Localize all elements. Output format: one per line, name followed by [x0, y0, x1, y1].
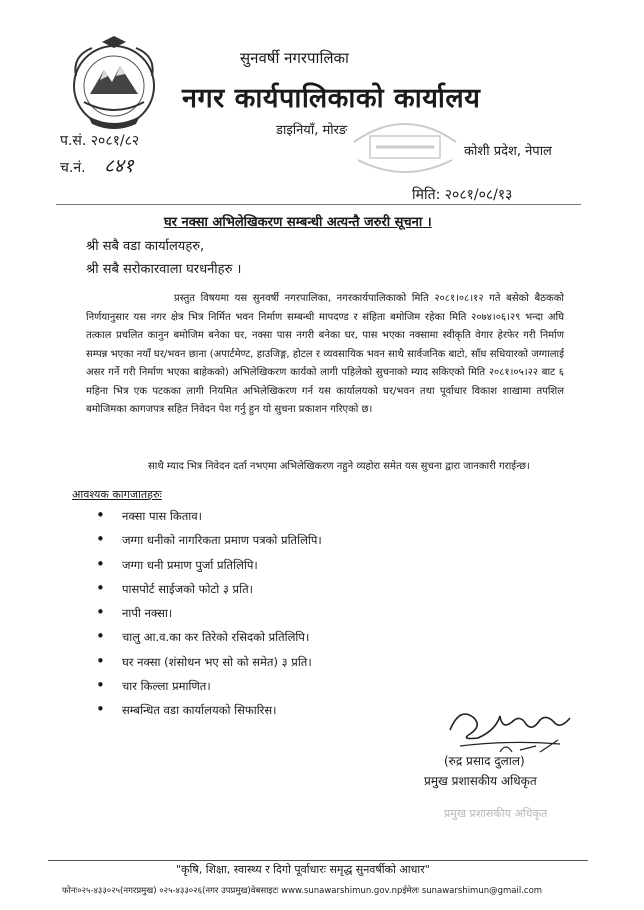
office-stamp-icon: [348, 112, 462, 182]
bullet-icon: •: [96, 603, 105, 622]
list-item: • नापी नक्सा।: [96, 603, 173, 622]
list-item: • सम्बन्धित वडा कार्यालयको सिफारिस।: [96, 700, 277, 719]
list-item: • चालु आ.व.का कर तिरेको रसिदको प्रतिलिपि।: [96, 627, 310, 646]
patra-sankhya: प.सं. २०८१/८२: [60, 133, 140, 149]
province-address: कोशी प्रदेश, नेपाल: [464, 144, 552, 159]
bullet-icon: •: [96, 627, 105, 646]
body-paragraph-1: [86, 290, 564, 420]
list-item: • जग्गा धनीको नागरिकता प्रमाण पत्रको प्रतिलिपि।: [96, 530, 322, 549]
list-item: • चार किल्ला प्रमाणित।: [96, 676, 211, 695]
required-documents-list: [96, 506, 322, 728]
list-item: • पासपोर्ट साईजको फोटो ३ प्रति।: [96, 578, 253, 597]
body-paragraph-1-text: प्रस्तुत विषयमा यस सुनवर्षी नगरपालिका, नगरकार्यपालिकाको मिति २०८१।०८।१२ गते बसेको बैठकको निर्णयानुसार यस नगर क्षेत्र भित्र निर्मित भवन निर्माण सम्बन्धी मापदण्ड र संहिता बमोजिम रहेका मिति २०७४।०६।२९ भन्दा अघि तत्काल प्रचलित कानुन बमोजिम बनेका घर, नक्सा पास नगरी बनेका घर, पास भएका नक्सामा स्वीकृति वेगार हेरफेर गरी निर्माण सम्पन्न भएका नयाँ घर/भवन छाना (अपार्टमेण्ट, हाउजिङ्ग, होटल र व्यवसायिक भवन साथै सार्वजनिक बाटो, साँध सधियारको जग्गालाई असर गर्ने गरी निर्माण भएका बाहेकको) अभिलेखिकरण कार्यको लागी पहिलेको सुचनाको म्याद सकिएको मिति २०८१।०५।२२ बाट ६ महिना भित्र एक पटकका लागी नियमित अभिलेखिकरण गर्न यस कार्यालयको घर/भवन तथा पूर्वाधार विकाश शाखामा तपशिल बमोजिमका कागजपत्र सहित निवेदन पेश गर्नु हुन यो सुचना प्रकाशन गरिएको छ।: [86, 293, 564, 415]
signatory-name: (रुद्र प्रसाद दुलाल): [444, 754, 525, 768]
office-title: नगर कार्यपालिकाको कार्यालय: [182, 83, 481, 114]
list-item: • नक्सा पास किताव।: [96, 506, 203, 524]
letter-date: मिति: २०८१/०८/१३: [412, 187, 513, 203]
handwritten-signature-icon: [440, 700, 580, 758]
footer-divider: [48, 860, 588, 861]
bullet-icon: •: [96, 700, 105, 719]
nepal-emblem-icon: [62, 36, 166, 134]
footer-motto: "कृषि, शिक्षा, स्वास्थ्य र दिगो पूर्वाधारः समृद्ध सुनवर्षीको आधार": [176, 863, 430, 876]
bullet-icon: •: [96, 506, 105, 524]
bullet-icon: •: [96, 651, 105, 670]
header-divider: [56, 204, 581, 205]
list-item: • घर नक्सा (शंसोधन भए सो को समेत) ३ प्रति।: [96, 651, 312, 670]
municipality-name: सुनवर्षी नगरपालिका: [240, 49, 349, 67]
body-paragraph-2: [86, 458, 564, 477]
bullet-icon: •: [96, 554, 105, 573]
bullet-icon: •: [96, 578, 105, 597]
chalani-value: ८४१: [104, 155, 134, 177]
faded-signatory-title: प्रमुख प्रशासकीय अधिकृत: [444, 807, 548, 820]
bullet-icon: •: [96, 530, 105, 549]
requirements-heading: आवश्यक कागजातहरुः: [72, 488, 162, 501]
chalani-number: [60, 152, 134, 178]
bullet-icon: •: [96, 676, 105, 695]
list-item: • जग्गा धनी प्रमाण पुर्जा प्रतिलिपि।: [96, 554, 258, 573]
footer-contact: फोनः०२५-४३३०२५(नगरप्रमुख) ०२५-४३३०२६(नगर उपप्रमुख)वेबसाइटः www.sunawarshimun.gov.npईमेलः sunawarshimun@gmail.com: [62, 886, 543, 896]
signatory-title: प्रमुख प्रशासकीय अधिकृत: [424, 774, 537, 788]
body-paragraph-2-text: साथै म्याद भित्र निवेदन दर्ता नभएमा अभिलेखिकरण नहुने व्यहोरा समेत यस सुचना द्वारा जानकारी गराईन्छ।: [148, 461, 530, 472]
notice-subject: घर नक्सा अभिलेखिकरण सम्बन्धी अत्यन्तै जरुरी सूचना ।: [164, 215, 432, 230]
chalani-label: च.नं.: [60, 160, 86, 176]
office-address: डाइनियाँ, मोरङ: [276, 123, 348, 138]
addressee-ward-offices: श्री सबै वडा कार्यालयहरु,: [86, 239, 205, 254]
addressee-house-owners: श्री सबै सरोकारवाला घरधनीहरु ।: [86, 262, 242, 277]
